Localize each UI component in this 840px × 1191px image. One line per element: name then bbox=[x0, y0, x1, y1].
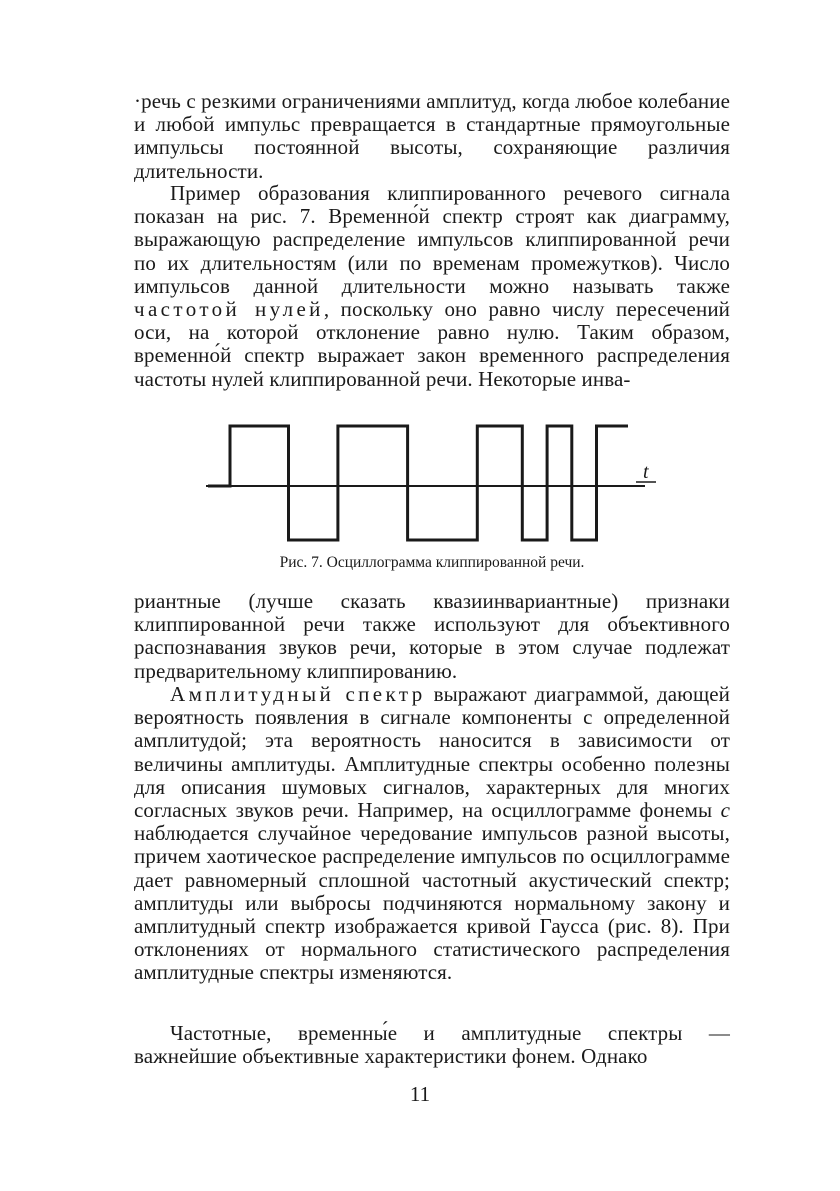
paragraph-2-text-start: Пример образования клиппированного речевого сигнала показан на рис. 7. Временно́й спектр строят как диаграмму, выражающую распределение импульсов клиппированной речи по их длительностям (или по временам промежутков). Число импульсов данной длительности можно называть также bbox=[134, 181, 730, 298]
paragraph-4-text-end: наблюдается случайное чередование импульсов разной высоты, причем хаотическое распределение импульсов по осциллограмме дает равномерный сплошной частотный акустический спектр; амплитуды или выбросы подчиняются нормальному закону и амплитудный спектр изображается кривой Гаусса (рис. 8). При отклонениях от нормального статистического распределения амплитудные спектры изменяются. bbox=[134, 821, 730, 985]
paragraph-2-text-end: , поскольку оно равно числу пересечений оси, на которой отклонение равно нулю. Таким образом, временно́й спектр выражает закон временного распределения частоты нулей клиппированной речи. Некоторые инва- bbox=[134, 297, 730, 391]
paragraph-3-text: риантные (лучше сказать квазиинвариантные) признаки клиппированной речи также используют для объективного распознавания звуков речи, которые в этом случае подлежат предварительному клиппированию. bbox=[134, 589, 730, 683]
paragraph-4-text-start: выражают диаграммой, дающей вероятность появления в сигнале компоненты с определенной амплитудой; эта вероятность наносится в зависимости от величины амплитуды. Амплитудные спектры особенно полезны для описания шумовых сигналов, характерных для многих согласных звуков речи. Например, на осциллограмме фонемы bbox=[134, 682, 730, 823]
paragraph-1 bbox=[134, 90, 730, 183]
paragraph-4 bbox=[134, 683, 730, 985]
paragraph-3 bbox=[134, 590, 730, 683]
phoneme-symbol: с bbox=[720, 798, 730, 823]
term-zero-frequency: частотой нулей bbox=[134, 297, 324, 322]
clipped-signal-waveform bbox=[208, 426, 628, 540]
term-amplitude-spectrum: Амплитудный спектр bbox=[170, 682, 426, 706]
paragraph-5 bbox=[134, 1022, 730, 1068]
page-number: 11 bbox=[409, 1082, 431, 1106]
paragraph-1-text: ·речь с резкими ограничениями амплитуд, когда любое колебание и любой импульс превращается в стандартные прямоугольные импульсы постоянной высоты, сохраняющие различия длительности. bbox=[134, 89, 730, 183]
axis-label-t: t bbox=[643, 461, 649, 483]
oscillogram-figure bbox=[200, 418, 660, 548]
paragraph-5-text: Частотные, временны́е и амплитудные спектры — важнейшие объективные характеристики фонем. Однако bbox=[134, 1021, 730, 1069]
figure-caption: Рис. 7. Осциллограмма клиппированной речи. bbox=[279, 554, 585, 571]
paragraph-2 bbox=[134, 182, 730, 391]
